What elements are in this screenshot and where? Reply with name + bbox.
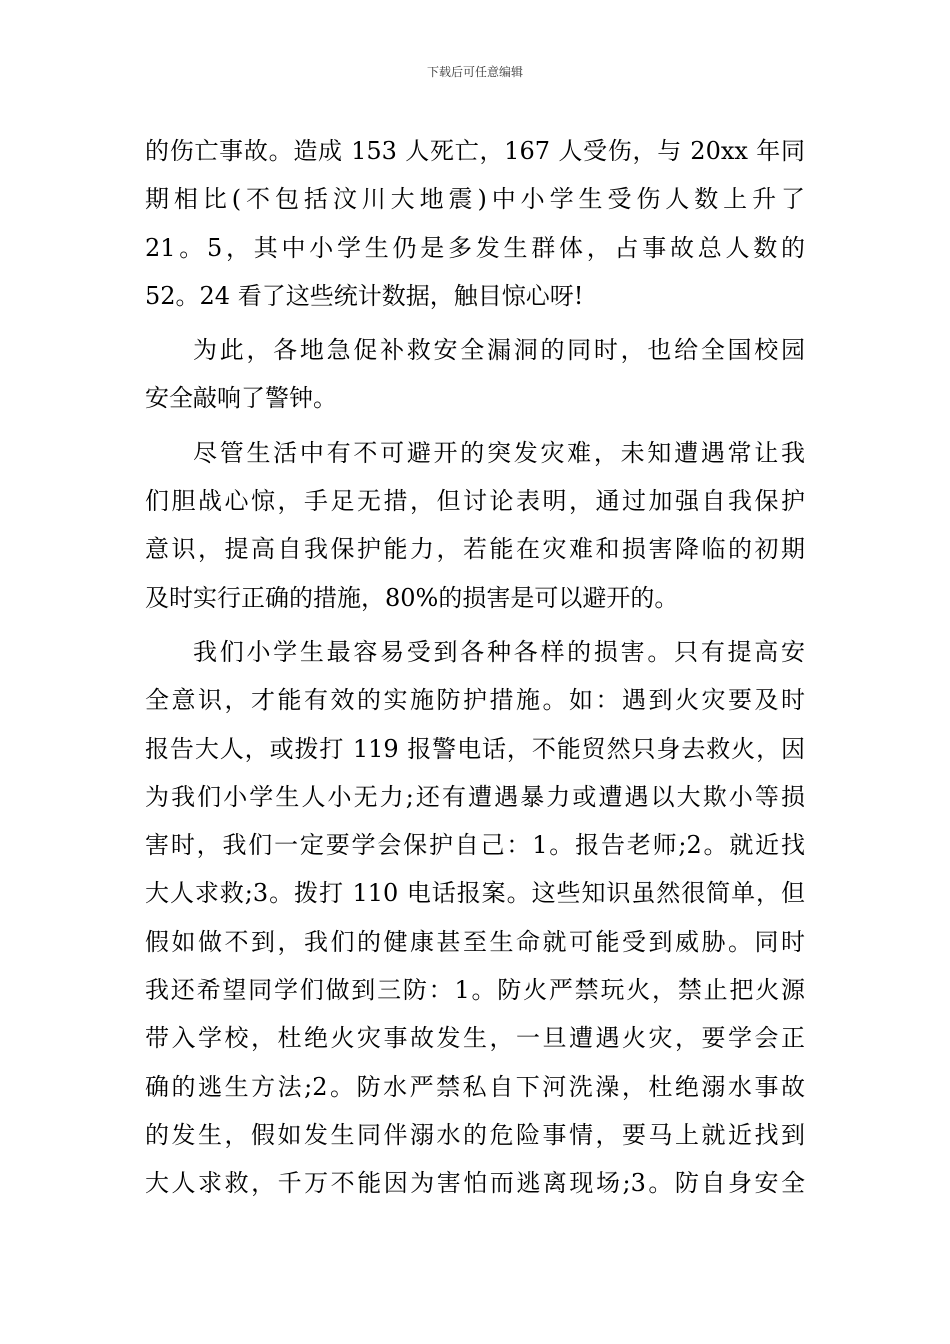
text-line: 安全敲响了警钟。 bbox=[145, 384, 337, 413]
paragraph bbox=[145, 628, 805, 1208]
text-line: 们胆战心惊，手足无措，但讨论表明，通过加强自我保护 bbox=[145, 487, 805, 516]
document-body bbox=[145, 127, 805, 1208]
text-line: 带入学校，杜绝火灾事故发生，一旦遭遇火灾，要学会正 bbox=[145, 1024, 805, 1053]
text-line: 21。5，其中小学生仍是多发生群体，占事故总人数的 bbox=[145, 233, 805, 262]
text-line: 我们小学生最容易受到各种各样的损害。只有提高安 bbox=[193, 637, 805, 666]
text-line: 尽管生活中有不可避开的突发灾难，未知遭遇常让我 bbox=[193, 438, 805, 467]
page-header: 下载后可任意编辑 bbox=[426, 65, 523, 79]
paragraph bbox=[145, 326, 805, 423]
text-line: 假如做不到，我们的健康甚至生命就可能受到威胁。同时 bbox=[145, 927, 805, 956]
text-line: 害时，我们一定要学会保护自己：1。报告老师;2。就近找 bbox=[145, 831, 805, 860]
text-line: 确的逃生方法;2。防水严禁私自下河洗澡，杜绝溺水事故 bbox=[145, 1072, 805, 1101]
text-line: 为此，各地急促补救安全漏洞的同时，也给全国校园 bbox=[193, 336, 805, 365]
paragraph bbox=[145, 127, 805, 320]
text-line: 52。24 看了这些统计数据，触目惊心呀! bbox=[145, 281, 584, 310]
text-line: 的发生，假如发生同伴溺水的危险事情，要马上就近找到 bbox=[145, 1120, 805, 1149]
text-line: 大人求救，千万不能因为害怕而逃离现场;3。防自身安全 bbox=[145, 1169, 805, 1198]
text-line: 为我们小学生人小无力;还有遭遇暴力或遭遇以大欺小等损 bbox=[145, 782, 805, 811]
text-line: 大人求救;3。拨打 110 电话报案。这些知识虽然很简单，但 bbox=[145, 879, 805, 908]
paragraph bbox=[145, 429, 805, 622]
text-line: 我还希望同学们做到三防：1。防火严禁玩火，禁止把火源 bbox=[145, 976, 805, 1005]
text-line: 期相比(不包括汶川大地震)中小学生受伤人数上升了 bbox=[145, 185, 805, 214]
text-line: 意识，提高自我保护能力，若能在灾难和损害降临的初期 bbox=[145, 535, 805, 564]
text-line: 的伤亡事故。造成 153 人死亡，167 人受伤，与 20xx 年同 bbox=[145, 137, 805, 165]
text-line: 全意识，才能有效的实施防护措施。如：遇到火灾要及时 bbox=[145, 686, 805, 715]
text-line: 报告大人，或拨打 119 报警电话，不能贸然只身去救火，因 bbox=[145, 734, 805, 763]
text-line: 及时实行正确的措施，80%的损害是可以避开的。 bbox=[145, 583, 679, 612]
